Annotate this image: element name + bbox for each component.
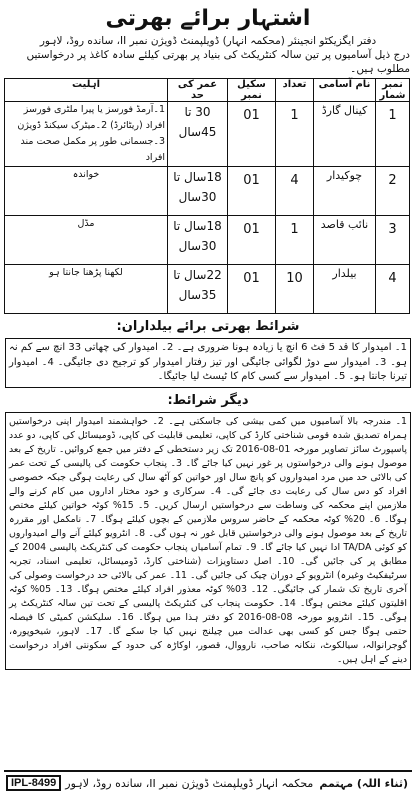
- header-sr: نمبر شمار: [376, 79, 410, 102]
- posts-table: [4, 78, 410, 314]
- cell-post: بیلدار: [314, 265, 376, 314]
- cell-scale: 01: [228, 216, 276, 265]
- table-row: [5, 265, 410, 314]
- cell-qualification: خواندہ: [5, 167, 168, 216]
- cell-count: 4: [276, 167, 314, 216]
- intro-line: درج ذیل آسامیوں پر تین سالہ کنٹریکٹ کی بنیاد پر بھرتی کیلئے سادہ کاغذ پر درخواستیں مطلوب ہیں۔: [26, 49, 410, 75]
- cell-post: نائب قاصد: [314, 216, 376, 265]
- page-title: اشتہار برائے بھرتی: [105, 6, 311, 31]
- footer: [4, 770, 412, 794]
- advertisement: [4, 4, 412, 794]
- cell-sr: 4: [376, 265, 410, 314]
- footer-code: IPL-8499: [6, 775, 61, 791]
- other-conditions-text: 1۔ مندرجہ بالا آسامیوں میں کمی بیشی کی جاسکتی ہے۔ 2۔ خواہشمند امیدوار اپنی درخواستیں ہمراہ تصدیق شدہ قومی شناختی کارڈ کی کاپی، تعلیمی قابلیت کی کاپی، ڈومیسائل کی کاپی، دو عدد پاسپورٹ سائز تصاویر مورخہ 01-08-2016 تک زیر دستخطی کے دفتر میں جمع کروائیں۔ تاریخ کے بعد موصول ہونے والی درخواستوں پر غور نہیں کیا جائے گا۔ 3۔ پنجاب حکومت کی پالیسی کے تحت عمر کی بالائی حد میں مرد امیدواروں کو پانچ سال اور خواتین کو آٹھ سال کی رعایت ہوگی جبکہ خصوصی افراد کو دس سال کی رعایت دی جائے گی۔ 4۔ سرکاری و خود مختار اداروں میں کام کرنے والے ملازمین اپنے محکمہ کی وساطت سے درخواستیں ارسال کریں۔ 5۔ 15% کوٹہ خواتین کیلئے مختص ہوگا۔ 6۔ 20% کوٹہ محکمہ کے حاضر سروس ملازمین کے بچوں کیلئے ہوگا۔ 7۔ نامکمل اور مقررہ تاریخ کے بعد موصول ہونے والی درخواستیں قابل غور نہ ہوں گی۔ 8۔ انٹرویو کیلئے آنے والے امیدواروں کو کوئی TA/DA ادا نہیں کیا جائے گا۔ 9۔ تمام آسامیاں پنجاب حکومت کی کنٹریکٹ پالیسی 2004 کے مطابق پر کی جائیں گی۔ 10۔ اصل دستاویزات (شناختی کارڈ، ڈومیسائل، تعلیمی اسناد، تجربہ سرٹیفکیٹ وغیرہ) انٹرویو کے دوران چیک کی جائیں گی۔ 11۔ عمر کی بالائی حد درخواست وصولی کی آخری تاریخ تک شمار کی جائیگی۔ 12۔ 03% کوٹہ معذور افراد کیلئے مختص ہوگا۔ 13۔ 05% کوٹہ اقلیتوں کیلئے مختص ہوگا۔ 14۔ حکومت پنجاب کی کنٹریکٹ پالیسی کے تحت تین سالہ کنٹریکٹ پر ہوگی۔ 15۔ انٹرویو مورخہ 08-08-2016 کو دفتر ہذا میں ہوگا۔ 16۔ سلیکشن کمیٹی کا فیصلہ حتمی ہوگا جس کو کسی بھی عدالت میں چیلنج نہیں کیا جا سکے گا۔ 17۔ لاہور، شیخوپورہ، گوجرانوالہ، سیالکوٹ، ننکانہ صاحب، نارووال، قصور، اوکاڑہ کی حدود کے سکونتی افراد درخواست دینے کے اہل ہیں۔: [5, 412, 411, 670]
- header-scale: سکیل نمبر: [228, 79, 276, 102]
- cell-scale: 01: [228, 167, 276, 216]
- cell-sr: 3: [376, 216, 410, 265]
- cell-age: 22سال تا 35سال: [168, 265, 228, 314]
- header-age: عمر کی حد: [168, 79, 228, 102]
- cell-count: 10: [276, 265, 314, 314]
- cell-qualification: لکھنا پڑھنا جانتا ہو: [5, 265, 168, 314]
- footer-signature: (ثناء اللہ) مہتمم: [319, 776, 408, 790]
- office-line: دفتر ایگزیکٹو انجینئر (محکمہ انہار) ڈویلپمنٹ ڈویژن نمبر II، سانده روڈ، لاہور: [39, 35, 377, 47]
- cell-age: 18سال تا 30سال: [168, 167, 228, 216]
- cell-scale: 01: [228, 265, 276, 314]
- table-row: [5, 102, 410, 167]
- header-count: تعداد: [276, 79, 314, 102]
- cell-post: چوکیدار: [314, 167, 376, 216]
- beldar-conditions-title: شرائط بھرتی برائے بیلداران:: [116, 319, 300, 334]
- cell-scale: 01: [228, 102, 276, 167]
- cell-post: کینال گارڈ: [314, 102, 376, 167]
- cell-count: 1: [276, 216, 314, 265]
- table-row: [5, 216, 410, 265]
- header-post: نام آسامی: [314, 79, 376, 102]
- beldar-conditions-text: 1۔ امیدوار کا قد 5 فٹ 6 انچ یا زیادہ ہونا ضروری ہے۔ 2۔ امیدوار کی چھاتی 33 انچ سے کم نہ ہو۔ 3۔ امیدوار سے دوڑ لگوائی جائیگی اور تیز رفتار امیدوار کو ترجیح دی جائیگی۔ 4۔ امیدوار تیرنا جانتا ہو۔ 5۔ امیدوار سے کسی کام کا ٹیسٹ لیا جائیگا۔: [5, 338, 411, 388]
- cell-age: 30 تا 45سال: [168, 102, 228, 167]
- other-conditions-title: دیگر شرائط:: [167, 392, 249, 408]
- cell-count: 1: [276, 102, 314, 167]
- footer-address: محکمہ انہار ڈویلپمنٹ ڈویژن نمبر II، سانده روڈ، لاہور: [65, 776, 314, 790]
- header-qualification: اہلیت: [5, 79, 168, 102]
- cell-qualification: مڈل: [5, 216, 168, 265]
- cell-sr: 1: [376, 102, 410, 167]
- table-header-row: [5, 79, 410, 102]
- cell-sr: 2: [376, 167, 410, 216]
- cell-qualification: 1۔آرمڈ فورسز یا پیرا ملٹری فورسز افراد (ریٹائرڈ) 2۔میٹرک سیکنڈ ڈویژن 3۔جسمانی طور پر مکمل صحت مند افراد: [5, 102, 168, 167]
- cell-age: 18سال تا 30سال: [168, 216, 228, 265]
- table-row: [5, 167, 410, 216]
